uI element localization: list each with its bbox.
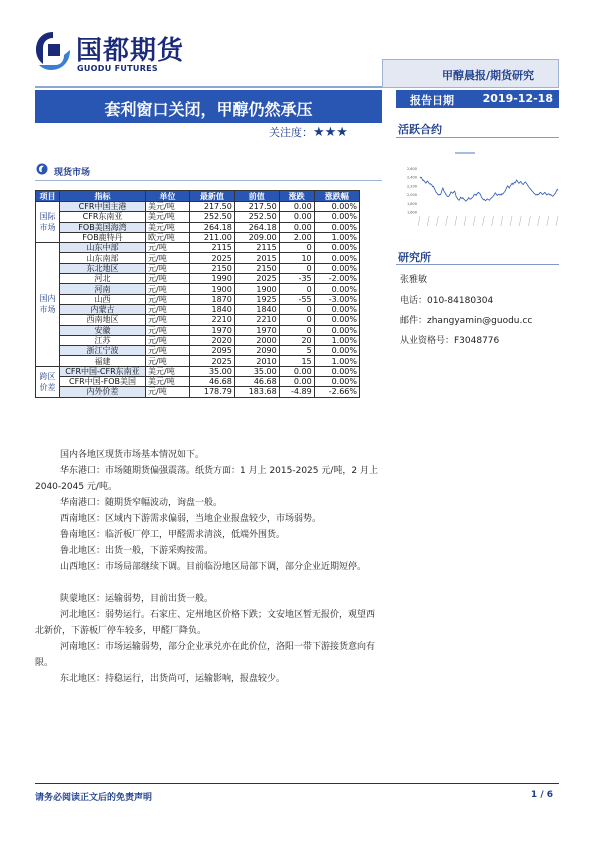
change-pct-cell: -3.00% (314, 294, 359, 304)
change-pct-cell: 0.00% (314, 377, 359, 387)
indicator-cell: 河南 (60, 284, 146, 294)
change-cell: 0 (279, 284, 314, 294)
change-pct-cell: 0.00% (314, 325, 359, 335)
previous-cell: 2000 (234, 335, 279, 345)
active-contract-divider (396, 137, 559, 138)
indicator-cell: 山东中部 (60, 243, 146, 253)
unit-cell: 美元/吨 (146, 377, 190, 387)
x-tick-mark (482, 216, 484, 226)
x-tick-mark (446, 216, 448, 226)
x-tick-mark (547, 216, 549, 226)
table-row (36, 304, 360, 314)
y-tick-label: 2,000 (406, 193, 417, 198)
latest-cell: 1900 (190, 284, 235, 294)
latest-cell: 2210 (190, 315, 235, 325)
change-cell: 0 (279, 243, 314, 253)
analyst-name: 张雅敏 (400, 275, 428, 285)
x-tick-mark (455, 216, 457, 226)
change-pct-cell: 0.00% (314, 212, 359, 222)
previous-cell: 2210 (234, 315, 279, 325)
change-pct-cell: 0.00% (314, 253, 359, 263)
y-tick-label: 2,400 (406, 175, 417, 180)
commentary-paragraph: 山西地区：市场局部继续下调。目前临汾地区局部下调，部分企业近期短停。 (60, 562, 367, 572)
previous-cell: 2150 (234, 263, 279, 273)
change-pct-cell: 0.00% (314, 315, 359, 325)
change-cell: -4.89 (279, 387, 314, 397)
star-rating-icon: ★★★ (313, 125, 348, 140)
table-row (36, 366, 360, 376)
change-cell: 2.00 (279, 232, 314, 242)
change-pct-cell: 0.00% (314, 202, 359, 212)
previous-cell: 1900 (234, 284, 279, 294)
commentary-paragraph: 陕蒙地区：运输弱势，目前出货一般。 (60, 594, 214, 604)
indicator-cell: 山东南部 (60, 253, 146, 263)
indicator-cell: 福建 (60, 356, 146, 366)
active-contract-heading: 活跃合约 (398, 123, 442, 136)
latest-cell: 2150 (190, 263, 235, 273)
col-header-indicator: 指标 (60, 191, 146, 202)
indicator-cell: 河北 (60, 274, 146, 284)
indicator-cell: 安徽 (60, 325, 146, 335)
latest-cell: 2020 (190, 335, 235, 345)
table-row (36, 232, 360, 242)
latest-cell: 2095 (190, 346, 235, 356)
report-type-box (382, 59, 559, 88)
table-header-row (36, 191, 360, 202)
category-cell: 跨区价差 (36, 366, 60, 397)
change-cell: -55 (279, 294, 314, 304)
category-cell: 国内市场 (36, 243, 60, 367)
table-row (36, 222, 360, 232)
analyst-license: 从业资格号：F3048776 (400, 336, 500, 346)
unit-cell: 美元/吨 (146, 202, 190, 212)
change-cell: 15 (279, 356, 314, 366)
change-cell: 0 (279, 315, 314, 325)
unit-cell: 美元/吨 (146, 212, 190, 222)
table-row (36, 274, 360, 284)
table-row (36, 325, 360, 335)
latest-cell: 264.18 (190, 222, 235, 232)
footer-divider (35, 783, 559, 784)
y-tick-label: 1,800 (406, 201, 417, 206)
x-tick-mark (556, 216, 558, 226)
change-cell: 0 (279, 304, 314, 314)
change-pct-cell: -2.66% (314, 387, 359, 397)
change-cell: 0.00 (279, 202, 314, 212)
commentary-paragraph: 鲁北地区：出货一般，下游采购按需。 (60, 546, 214, 556)
previous-cell: 217.50 (234, 202, 279, 212)
table-row (36, 346, 360, 356)
unit-cell: 美元/吨 (146, 222, 190, 232)
x-tick-mark (427, 216, 429, 226)
report-type: 甲醇晨报/期货研究 (441, 69, 534, 82)
indicator-cell: CFR中国-CFR东南亚 (60, 366, 146, 376)
title-bar (35, 90, 382, 123)
section-title: 现货市场 (54, 168, 91, 178)
previous-cell: 1840 (234, 304, 279, 314)
page-number: 1 / 6 (530, 790, 553, 800)
table-row (36, 253, 360, 263)
research-heading: 研究所 (398, 251, 431, 264)
table-row (36, 263, 360, 273)
logo-english-text: GUODU FUTURES (77, 64, 158, 73)
latest-cell: 1870 (190, 294, 235, 304)
commentary-paragraph: 东北地区：持稳运行，出货尚可，运输影响，报盘较少。 (60, 674, 286, 684)
report-date-bar (396, 90, 559, 108)
latest-cell: 46.68 (190, 377, 235, 387)
previous-cell: 264.18 (234, 222, 279, 232)
previous-cell: 183.68 (234, 387, 279, 397)
indicator-cell: CFR中国-FOB美国 (60, 377, 146, 387)
previous-cell: 2010 (234, 356, 279, 366)
x-tick-mark (528, 216, 530, 226)
latest-cell: 1840 (190, 304, 235, 314)
change-cell: 0.00 (279, 377, 314, 387)
previous-cell: 2090 (234, 346, 279, 356)
previous-cell: 1970 (234, 325, 279, 335)
section-divider (35, 180, 382, 181)
col-header-previous: 前值 (234, 191, 279, 202)
research-divider (396, 264, 559, 265)
active-contract-chart (400, 146, 562, 228)
table-row (36, 387, 360, 397)
col-header-unit: 单位 (146, 191, 190, 202)
commentary-paragraph: 西南地区：区域内下游需求偏弱，当地企业报盘较少，市场弱势。 (60, 514, 322, 524)
x-tick-mark (464, 216, 466, 226)
unit-cell: 元/吨 (146, 243, 190, 253)
table-row (36, 212, 360, 222)
table-row (36, 284, 360, 294)
change-pct-cell: 0.00% (314, 243, 359, 253)
latest-cell: 252.50 (190, 212, 235, 222)
change-pct-cell: 0.00% (314, 222, 359, 232)
previous-cell: 46.68 (234, 377, 279, 387)
previous-cell: 2115 (234, 243, 279, 253)
previous-cell: 209.00 (234, 232, 279, 242)
latest-cell: 211.00 (190, 232, 235, 242)
unit-cell: 元/吨 (146, 346, 190, 356)
disclaimer-notice[interactable]: 请务必阅读正文后的免责声明 (35, 793, 153, 803)
latest-cell: 1990 (190, 274, 235, 284)
change-cell: 20 (279, 335, 314, 345)
previous-cell: 2015 (234, 253, 279, 263)
change-cell: 0.00 (279, 366, 314, 376)
report-date-label: 报告日期 (410, 94, 454, 107)
indicator-cell: 江苏 (60, 335, 146, 345)
indicator-cell: FOB美国海湾 (60, 222, 146, 232)
indicator-cell: 浙江宁波 (60, 346, 146, 356)
header-divider (35, 86, 382, 88)
table-row (36, 315, 360, 325)
col-header-latest: 最新值 (190, 191, 235, 202)
col-header-item: 项目 (36, 191, 60, 202)
col-header-change-pct: 涨跌幅 (314, 191, 359, 202)
commentary-paragraph: 华东港口：市场随期货偏强震荡。纸货方面：1 月上 2015-2025 元/吨，2 月上 2040-2045 元/吨。 (35, 466, 378, 492)
previous-cell: 2025 (234, 274, 279, 284)
change-pct-cell: 1.00% (314, 335, 359, 345)
change-pct-cell: -2.00% (314, 274, 359, 284)
y-tick-label: 2,200 (406, 184, 417, 189)
logo-mark-icon (34, 30, 72, 72)
analyst-email[interactable]: 邮件：zhangyamin@guodu.cc (400, 316, 533, 326)
indicator-cell: FOB鹿特丹 (60, 232, 146, 242)
previous-cell: 252.50 (234, 212, 279, 222)
table-row (36, 356, 360, 366)
change-pct-cell: 0.00% (314, 346, 359, 356)
x-tick-mark (492, 216, 494, 226)
unit-cell: 元/吨 (146, 335, 190, 345)
x-tick-mark (501, 216, 503, 226)
change-pct-cell: 1.00% (314, 232, 359, 242)
x-tick-mark (519, 216, 521, 226)
table-row (36, 202, 360, 212)
unit-cell: 元/吨 (146, 253, 190, 263)
table-row (36, 377, 360, 387)
previous-cell: 35.00 (234, 366, 279, 376)
table-row (36, 243, 360, 253)
change-pct-cell: 1.00% (314, 356, 359, 366)
change-pct-cell: 0.00% (314, 284, 359, 294)
unit-cell: 元/吨 (146, 356, 190, 366)
spot-market-table (35, 190, 360, 398)
change-cell: 0.00 (279, 222, 314, 232)
indicator-cell: 山西 (60, 294, 146, 304)
unit-cell: 元/吨 (146, 325, 190, 335)
latest-cell: 35.00 (190, 366, 235, 376)
table-row (36, 294, 360, 304)
x-tick-mark (418, 216, 420, 226)
latest-cell: 178.79 (190, 387, 235, 397)
previous-cell: 1925 (234, 294, 279, 304)
attention-rating (269, 124, 348, 140)
col-header-change: 涨跌 (279, 191, 314, 202)
unit-cell: 元/吨 (146, 304, 190, 314)
unit-cell: 元/吨 (146, 315, 190, 325)
attention-label: 关注度： (269, 126, 313, 139)
indicator-cell: 东北地区 (60, 263, 146, 273)
commentary-paragraph: 国内各地区现货市场基本情况如下。 (60, 450, 205, 460)
report-title: 套利窗口关闭，甲醇仍然承压 (104, 100, 313, 119)
unit-cell: 美元/吨 (146, 366, 190, 376)
unit-cell: 元/吨 (146, 387, 190, 397)
analyst-phone: 电话：010-84180304 (400, 296, 494, 306)
latest-cell: 2025 (190, 253, 235, 263)
indicator-cell: 内外价差 (60, 387, 146, 397)
section-bullet-icon (36, 163, 48, 175)
indicator-cell: CFR中国主港 (60, 202, 146, 212)
unit-cell: 欧元/吨 (146, 232, 190, 242)
latest-cell: 217.50 (190, 202, 235, 212)
latest-cell: 2115 (190, 243, 235, 253)
indicator-cell: 西南地区 (60, 315, 146, 325)
commentary-paragraph: 河北地区：弱势运行。石家庄、定州地区价格下跌；文安地区暂无报价，观望西北新价，下游板厂停车较多，甲醛厂降负。 (35, 610, 376, 636)
indicator-cell: 内蒙古 (60, 304, 146, 314)
price-series-line (420, 177, 558, 201)
unit-cell: 元/吨 (146, 284, 190, 294)
change-cell: 0.00 (279, 212, 314, 222)
latest-cell: 2025 (190, 356, 235, 366)
commentary-paragraph: 河南地区：市场运输弱势，部分企业承兑亦在此价位，洛阳一带下游接货意向有限。 (35, 642, 376, 668)
indicator-cell: CFR东南亚 (60, 212, 146, 222)
change-cell: -35 (279, 274, 314, 284)
commentary-paragraph: 华南港口：随期货窄幅波动，询盘一般。 (60, 498, 223, 508)
x-tick-mark (436, 216, 438, 226)
change-pct-cell: 0.00% (314, 304, 359, 314)
x-tick-mark (473, 216, 475, 226)
change-cell: 0 (279, 263, 314, 273)
category-cell: 国际市场 (36, 202, 60, 243)
table-row (36, 335, 360, 345)
x-tick-mark (538, 216, 540, 226)
change-pct-cell: 0.00% (314, 263, 359, 273)
company-logo (34, 30, 184, 75)
unit-cell: 元/吨 (146, 263, 190, 273)
logo-chinese-text: 国都期货 (76, 36, 185, 66)
change-pct-cell: 0.00% (314, 366, 359, 376)
report-date-value: 2019-12-18 (482, 92, 553, 105)
unit-cell: 元/吨 (146, 274, 190, 284)
latest-cell: 1970 (190, 325, 235, 335)
change-cell: 5 (279, 346, 314, 356)
commentary-paragraph: 鲁南地区：临沂板厂停工，甲醛需求清淡，低端外围货。 (60, 530, 286, 540)
unit-cell: 元/吨 (146, 294, 190, 304)
y-tick-label: 1,600 (406, 210, 417, 215)
change-cell: 10 (279, 253, 314, 263)
change-cell: 0 (279, 325, 314, 335)
x-tick-mark (510, 216, 512, 226)
y-tick-label: 2,600 (406, 166, 417, 171)
